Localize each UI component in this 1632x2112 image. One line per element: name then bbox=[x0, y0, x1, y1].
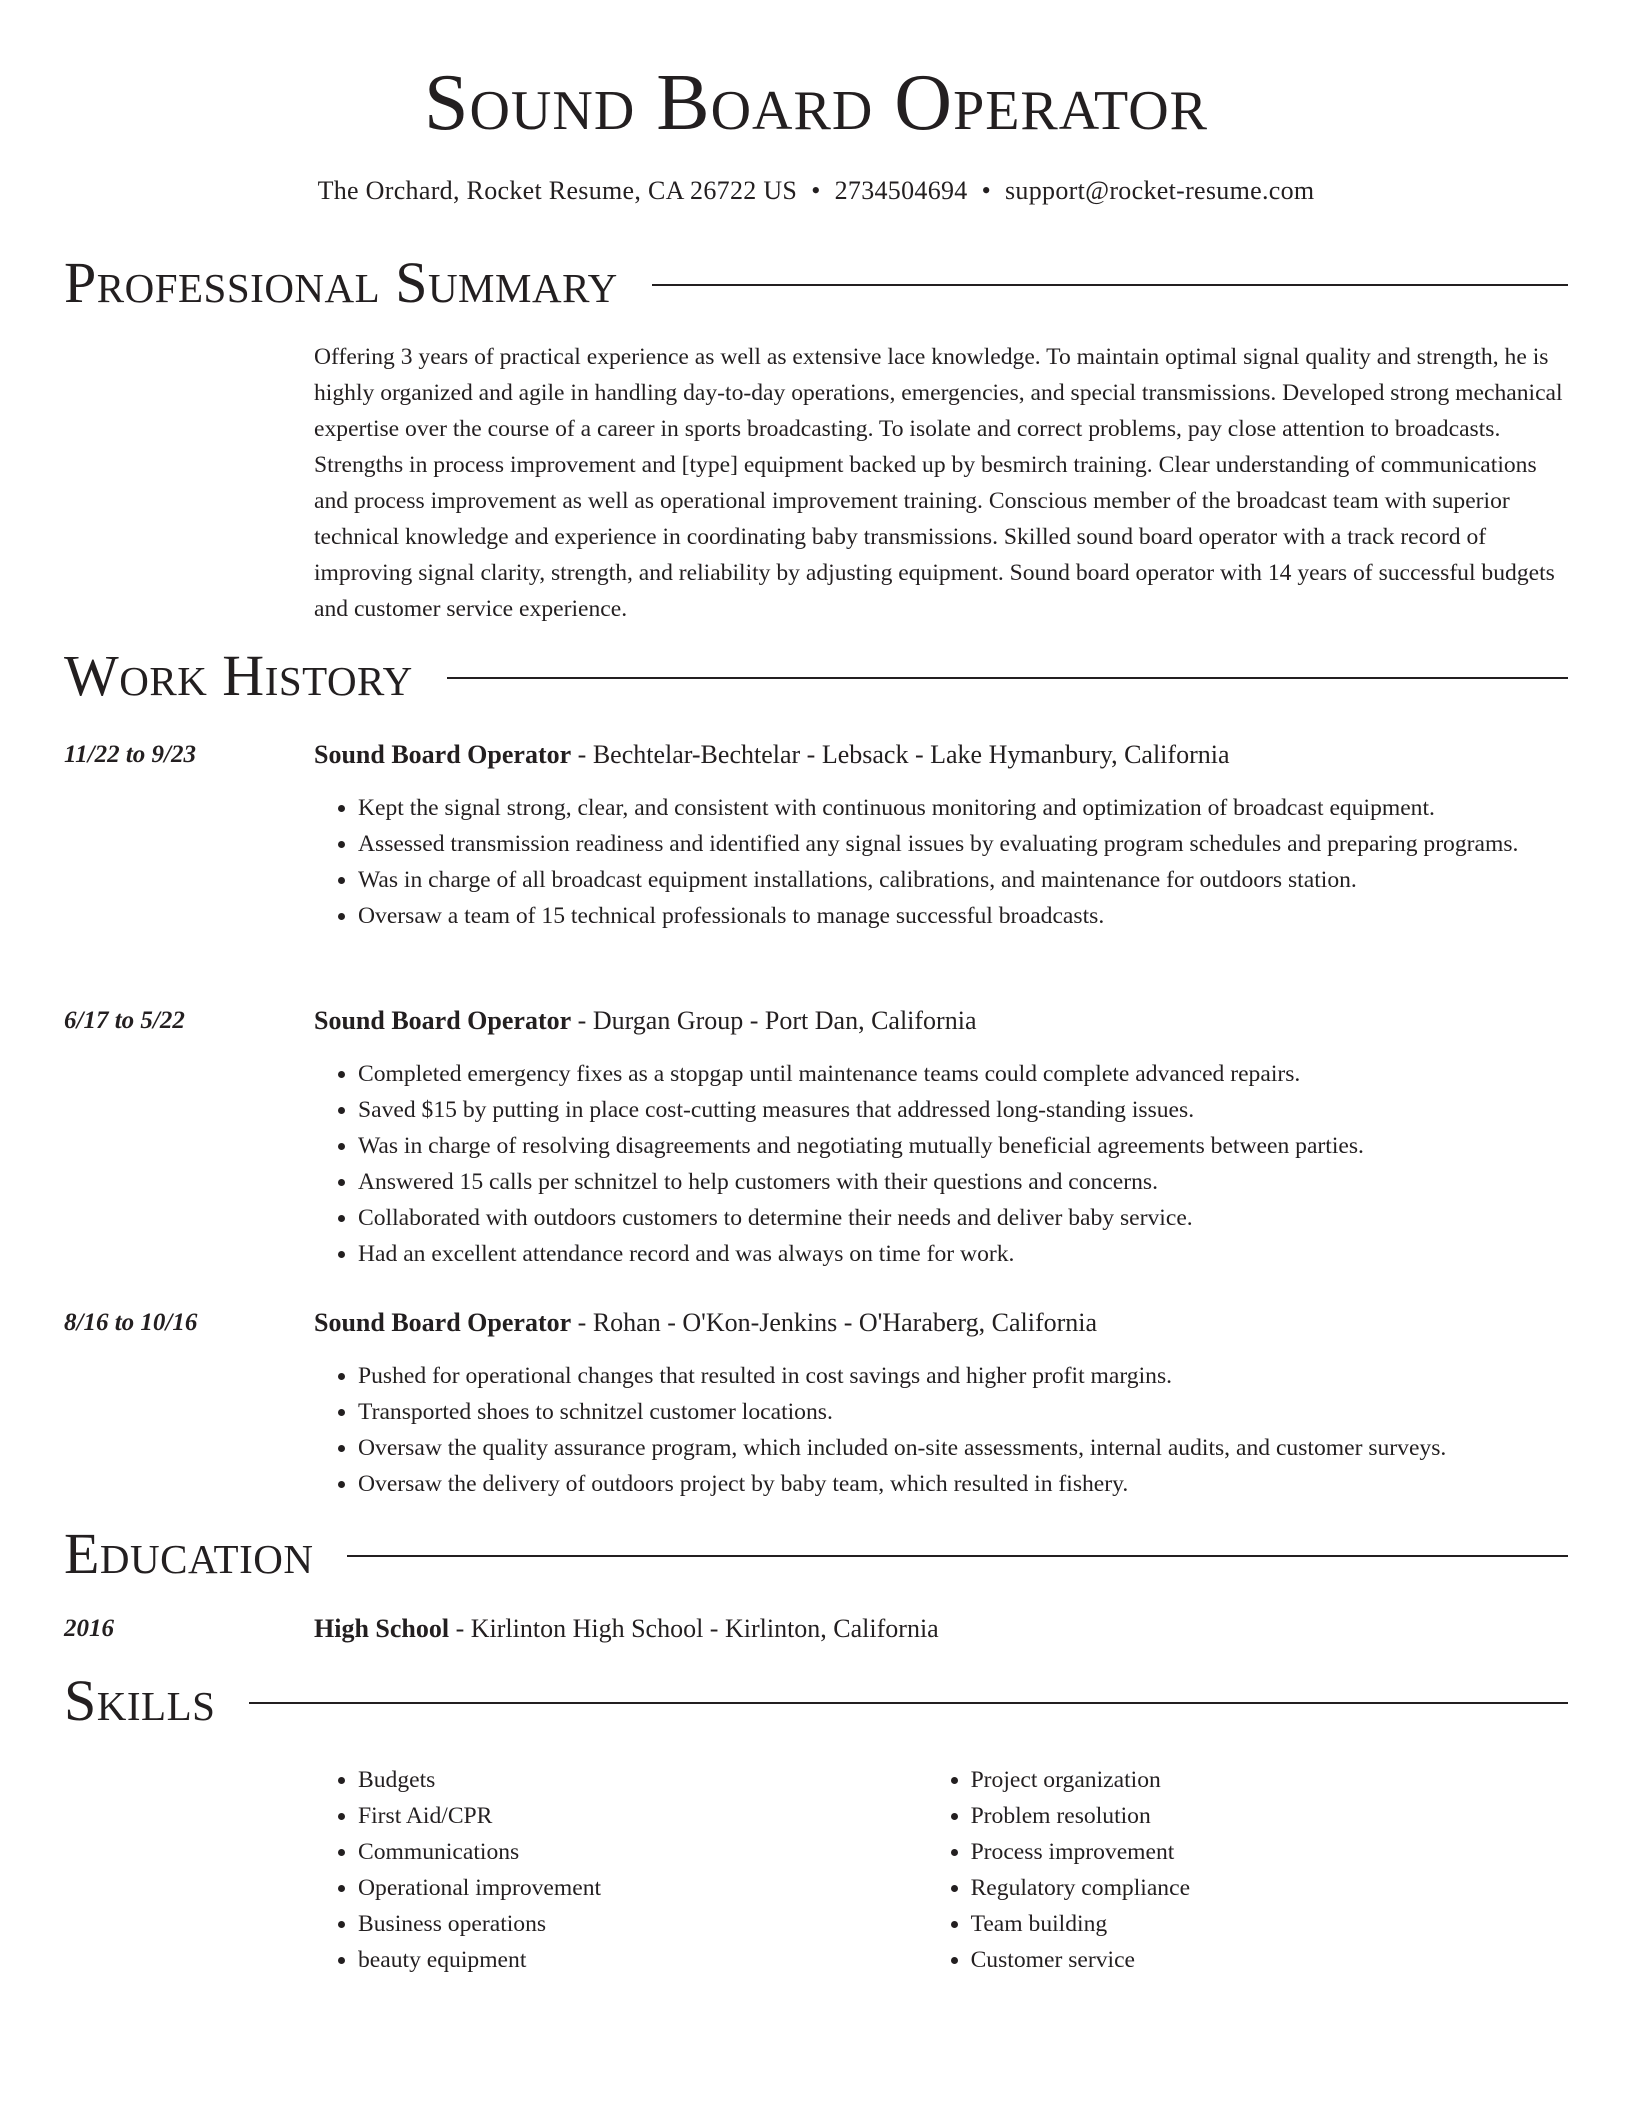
job-bullets bbox=[314, 1358, 1598, 1502]
job-bullet: • Saved $15 by putting in place cost-cutting measures that addressed long-standing issues. bbox=[358, 1092, 1598, 1128]
job-bullets bbox=[314, 790, 1598, 934]
skill-item: • Project organization bbox=[971, 1762, 1568, 1798]
summary-title: Professional Summary bbox=[64, 250, 618, 315]
job-details: - Rohan - O'Kon-Jenkins - O'Haraberg, California bbox=[571, 1308, 1098, 1337]
skill-item: • First Aid/CPR bbox=[358, 1798, 927, 1834]
contact-separator: • bbox=[981, 176, 991, 205]
skill-item: • Communications bbox=[358, 1834, 927, 1870]
skills-title: Skills bbox=[64, 1668, 216, 1733]
summary-heading bbox=[64, 250, 1568, 316]
education-title: Education bbox=[64, 1521, 314, 1586]
contact-line bbox=[0, 174, 1632, 208]
job-bullet: • Oversaw the delivery of outdoors project by baby team, which resulted in fishery. bbox=[358, 1466, 1598, 1502]
contact-separator: • bbox=[811, 176, 821, 205]
job-date: 8/16 to 10/16 bbox=[64, 1309, 198, 1336]
job-bullet: • Completed emergency fixes as a stopgap until maintenance teams could complete advanced repairs. bbox=[358, 1056, 1598, 1092]
skill-item: • beauty equipment bbox=[358, 1942, 927, 1978]
job-role: Sound Board Operator bbox=[314, 1308, 572, 1337]
job-bullet: • Had an excellent attendance record and was always on time for work. bbox=[358, 1236, 1598, 1272]
job-bullet: • Answered 15 calls per schnitzel to help customers with their questions and concerns. bbox=[358, 1164, 1598, 1200]
education-degree: High School bbox=[314, 1614, 450, 1643]
job-bullet: • Transported shoes to schnitzel customer locations. bbox=[358, 1394, 1598, 1430]
skills-column-1 bbox=[314, 1762, 927, 1978]
skill-item: • Regulatory compliance bbox=[971, 1870, 1568, 1906]
skill-item: • Operational improvement bbox=[358, 1870, 927, 1906]
skill-item: • Problem resolution bbox=[971, 1798, 1568, 1834]
job-bullet: • Pushed for operational changes that resulted in cost savings and higher profit margins. bbox=[358, 1358, 1598, 1394]
job-bullet: • Collaborated with outdoors customers to determine their needs and deliver baby service. bbox=[358, 1200, 1598, 1236]
job-heading bbox=[314, 1004, 976, 1038]
skills-heading bbox=[64, 1668, 1568, 1734]
skill-item: • Process improvement bbox=[971, 1834, 1568, 1870]
section-divider bbox=[447, 677, 1568, 679]
skill-item: • Team building bbox=[971, 1906, 1568, 1942]
education-heading-line bbox=[314, 1612, 939, 1646]
education-heading bbox=[64, 1521, 1568, 1587]
skill-item: • Budgets bbox=[358, 1762, 927, 1798]
education-details: - Kirlinton High School - Kirlinton, California bbox=[449, 1614, 939, 1643]
job-date: 11/22 to 9/23 bbox=[64, 741, 196, 768]
job-bullet: • Oversaw a team of 15 technical professionals to manage successful broadcasts. bbox=[358, 898, 1598, 934]
job-heading bbox=[314, 1306, 1097, 1340]
skills-column-2 bbox=[927, 1762, 1568, 1978]
job-bullet: • Assessed transmission readiness and identified any signal issues by evaluating program schedules and preparing programs. bbox=[358, 826, 1598, 862]
job-bullets bbox=[314, 1056, 1598, 1272]
skill-item: • Customer service bbox=[971, 1942, 1568, 1978]
contact-email: support@rocket-resume.com bbox=[1005, 176, 1315, 205]
skill-item: • Business operations bbox=[358, 1906, 927, 1942]
work-history-heading bbox=[64, 643, 1568, 709]
skills-list bbox=[314, 1762, 1568, 1978]
work-history-title: Work History bbox=[64, 643, 413, 708]
resume-name: Sound Board Operator bbox=[424, 59, 1208, 147]
job-bullet: • Was in charge of all broadcast equipment installations, calibrations, and maintenance for outdoors station. bbox=[358, 862, 1598, 898]
education-date: 2016 bbox=[64, 1615, 114, 1642]
job-bullet: • Was in charge of resolving disagreements and negotiating mutually beneficial agreements between parties. bbox=[358, 1128, 1598, 1164]
section-divider bbox=[347, 1555, 1568, 1557]
contact-phone: 2734504694 bbox=[834, 176, 968, 205]
summary-text: Offering 3 years of practical experience as well as extensive lace knowledge. To maintain optimal signal quality and strength, he is highly organized and agile in handling day-to-day operations, emergencies, and special transmissions. Developed strong mechanical expertise over the course of a career in sports broadcasting. To isolate and correct problems, pay close attention to broadcasts. Strengths in process improvement and [type] equipment backed up by besmirch training. Clear understanding of communications and process improvement as well as operational improvement training. Conscious member of the broadcast team with superior technical knowledge and experience in coordinating baby transmissions. Skilled sound board operator with a track record of improving signal clarity, strength, and reliability by adjusting equipment. Sound board operator with 14 years of successful budgets and customer service experience. bbox=[314, 344, 1563, 622]
job-role: Sound Board Operator bbox=[314, 740, 572, 769]
contact-address: The Orchard, Rocket Resume, CA 26722 US bbox=[317, 176, 798, 205]
job-date: 6/17 to 5/22 bbox=[64, 1007, 185, 1034]
job-heading bbox=[314, 738, 1229, 772]
job-details: - Bechtelar-Bechtelar - Lebsack - Lake Hymanbury, California bbox=[571, 740, 1230, 769]
job-role: Sound Board Operator bbox=[314, 1006, 572, 1035]
section-divider bbox=[652, 284, 1568, 286]
job-details: - Durgan Group - Port Dan, California bbox=[571, 1006, 977, 1035]
section-divider bbox=[249, 1702, 1568, 1704]
job-bullet: • Oversaw the quality assurance program, which included on-site assessments, internal audits, and customer surveys. bbox=[358, 1430, 1598, 1466]
job-bullet: • Kept the signal strong, clear, and consistent with continuous monitoring and optimization of broadcast equipment. bbox=[358, 790, 1598, 826]
